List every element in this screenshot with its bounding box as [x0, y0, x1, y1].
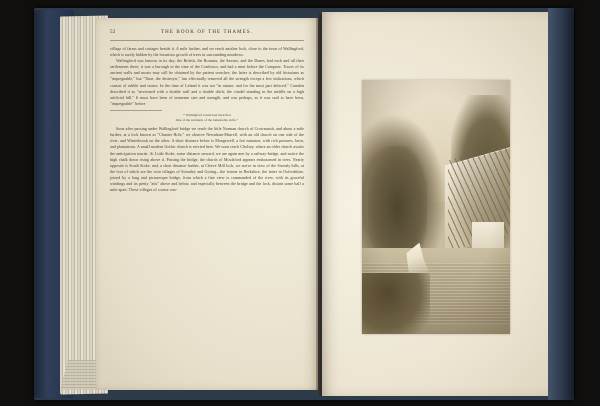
page-number: 52	[110, 30, 116, 35]
book-cover-right-board	[548, 8, 574, 400]
paragraph: Soon after passing under Wallingford bridge we reach the little Norman church of Crowmarsh, and about a mile further, at a lock known as "Chanter Hole," we observe Newnham-Murrell, with an old church on one side of the river, and Winterbrook on the other. A short distance below is Mongewell, a fair mansion, with rich pastures, lawn, and plantations. A small modern Gothic church is erected here. We soon reach Cholsey, where an older church awaits the anticipation tourist. At Little Stoke, some distance onward, we are again met by a railway-bridge, and notice the high chalk down rising above it. Passing the bridge, the church of Moulsford appears embosomed in trees. Nearly opposite is South Stoke, and, a short distance further, at Cleeve Mill lock, we arrive in view of the Streatly hills, at the foot of which are the twin villages of Streatley and Goring—the former in Berkshire, the latter in Oxfordshire, joined by a long and picturesque bridge, from which a fine view is commanded of the river, with its graceful windings and its pretty "aits" above and below, and especially between the bridge and the lock, distant some half a mile apart. These villages of course con-	[110, 126, 304, 193]
footnote-line: One of the incidents of the lamentable strife."	[175, 117, 239, 122]
plate-vignette	[362, 80, 510, 334]
running-head: THE BOOK OF THE THAMES.	[161, 30, 253, 35]
right-page	[322, 12, 548, 396]
body-text	[110, 46, 304, 193]
footnote-line: * Wallingford Castle had been first	[183, 112, 231, 117]
photographic-plate	[362, 80, 510, 334]
header-rule	[110, 40, 304, 41]
footnote-rule	[110, 110, 162, 111]
left-page	[96, 18, 318, 390]
paragraph: village of farms and cottages beside it. A mile further, and we reach another lock, close to the town of Wallingford, which is surely hidden by the luxurious growth of trees in surrounding meadows.	[110, 46, 304, 58]
paragraph: Wallingford was famous in its day; the British, the Romans, the Saxons, and the Danes, had each and all their settlements there; it was a borough in the time of the Confessor, and had a mint before the Conquest. Traces of its ancient walls and moats may still be obtained by the patient searcher; the latter is described by old historians as "impregnable," but "Time, the destroyer," has effectually removed all the strength except a few indications, which consist of rubble and stones. In the time of Leland it was not "in ruinne, and for the most part defaced." Camden described it as "environed with a double wall and a double ditch; the citadel standing in the middle on a high artificial hill." It must have been of immense size and strength, and was perhaps, as it was said to have been, "impregnable" before	[110, 58, 304, 106]
plate-image	[362, 80, 510, 334]
